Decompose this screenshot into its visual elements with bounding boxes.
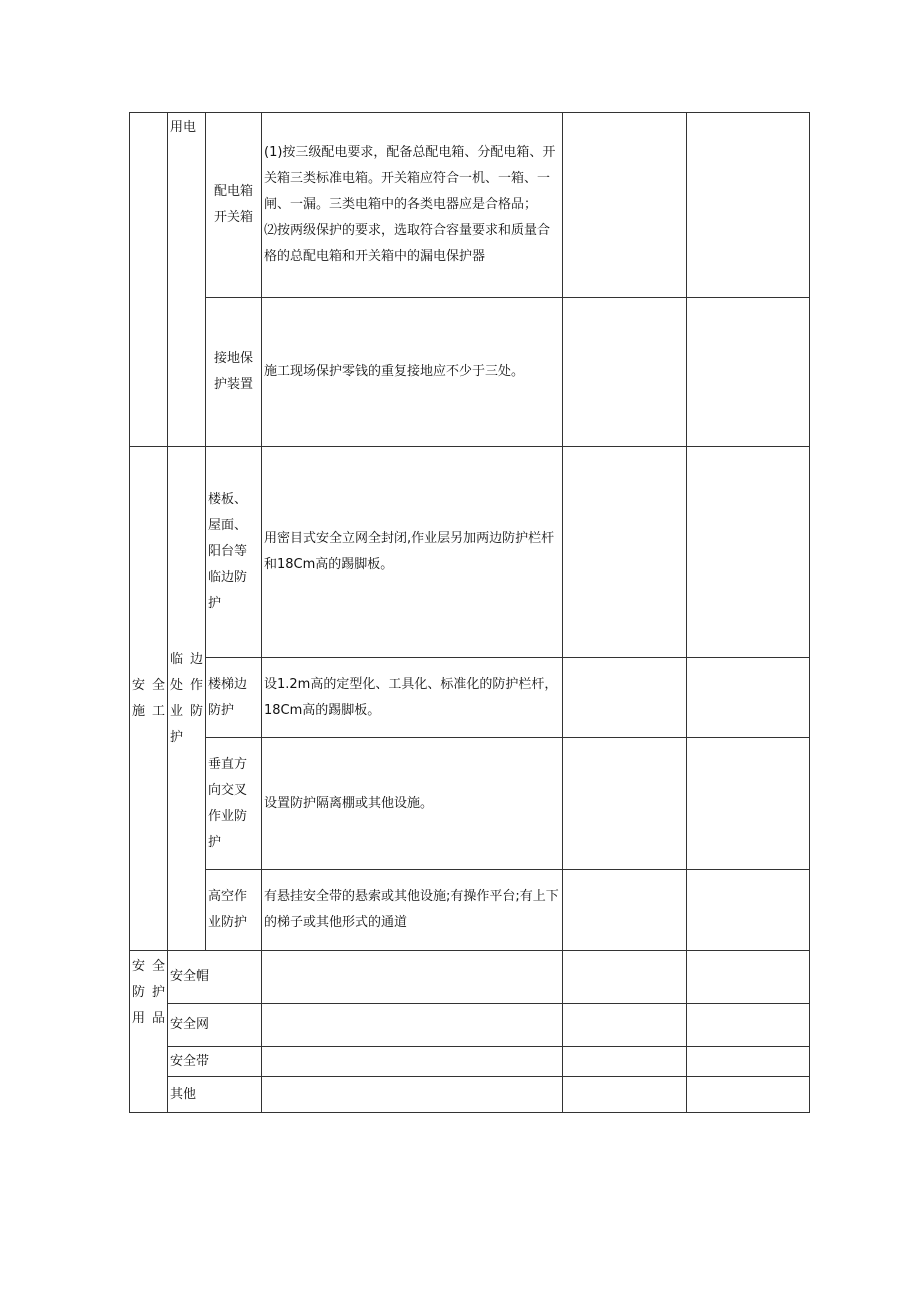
ppe-item-net: 安全网 [168,1004,262,1047]
subitem-high-work: 高空作业防护 [206,870,262,951]
standard-line-1: (1)按三级配电要求，配备总配电箱、分配电箱、开关箱三类标准电箱。开关箱应符合一机、一箱、一闸、一漏。三类电箱中的各类电器应是合格品； [264,145,556,212]
ppe-item-helmet: 安全帽 [168,951,262,1004]
table-row [130,658,810,738]
empty-category-cell [130,113,168,447]
subitem-vertical-cross: 垂直方向交叉作业防护 [206,738,262,870]
result-cell [563,1004,687,1047]
remark-cell [687,951,810,1004]
result-cell [563,738,687,870]
category-ppe: 安全防护用品 [130,951,168,1113]
subitem-stair-edge: 楼梯边防护 [206,658,262,738]
result-cell [563,1047,687,1077]
table-row [130,447,810,658]
remark-cell [687,298,810,447]
table-row [130,951,810,1004]
table-row [130,1047,810,1077]
ppe-item-other: 其他 [168,1077,262,1113]
result-cell [563,1077,687,1113]
standard-cell [262,1077,563,1113]
standard-high-work: 有悬挂安全带的悬索或其他设施;有操作平台;有上下的梯子或其他形式的通道 [262,870,563,951]
standard-line-2: ⑵按两级保护的要求，选取符合容量要求和质量合格的总配电箱和开关箱中的漏电保护器 [264,223,551,264]
remark-cell [687,447,810,658]
table-row [130,1077,810,1113]
item-edge-protection: 临边处作业防护 [168,447,206,951]
table-row [130,870,810,951]
category-safe-construction: 安全施工 [130,447,168,951]
table-row [130,298,810,447]
remark-cell [687,870,810,951]
table-row [130,738,810,870]
table-row [130,1004,810,1047]
ppe-item-belt: 安全带 [168,1047,262,1077]
subitem-grounding: 接地保护装置 [206,298,262,447]
safety-inspection-table [129,112,810,1113]
standard-cell [262,951,563,1004]
item-electric: 用电 [168,113,206,447]
standard-cell [262,1004,563,1047]
result-cell [563,298,687,447]
standard-distribution-box [262,113,563,298]
remark-cell [687,1004,810,1047]
remark-cell [687,1077,810,1113]
table-row [130,113,810,298]
subitem-edge-floor: 楼板、屋面、阳台等临边防护 [206,447,262,658]
subitem-distribution-box: 配电箱开关箱 [206,113,262,298]
standard-stair-edge: 设1.2m高的定型化、工具化、标准化的防护栏杆，18Cm高的踢脚板。 [262,658,563,738]
remark-cell [687,658,810,738]
remark-cell [687,738,810,870]
remark-cell [687,113,810,298]
result-cell [563,113,687,298]
standard-cell [262,1047,563,1077]
result-cell [563,951,687,1004]
result-cell [563,870,687,951]
result-cell [563,658,687,738]
result-cell [563,447,687,658]
standard-vertical-cross: 设置防护隔离棚或其他设施。 [262,738,563,870]
standard-grounding: 施工现场保护零钱的重复接地应不少于三处。 [262,298,563,447]
standard-edge-floor: 用密目式安全立网全封闭,作业层另加两边防护栏杆和18Cm高的踢脚板。 [262,447,563,658]
remark-cell [687,1047,810,1077]
